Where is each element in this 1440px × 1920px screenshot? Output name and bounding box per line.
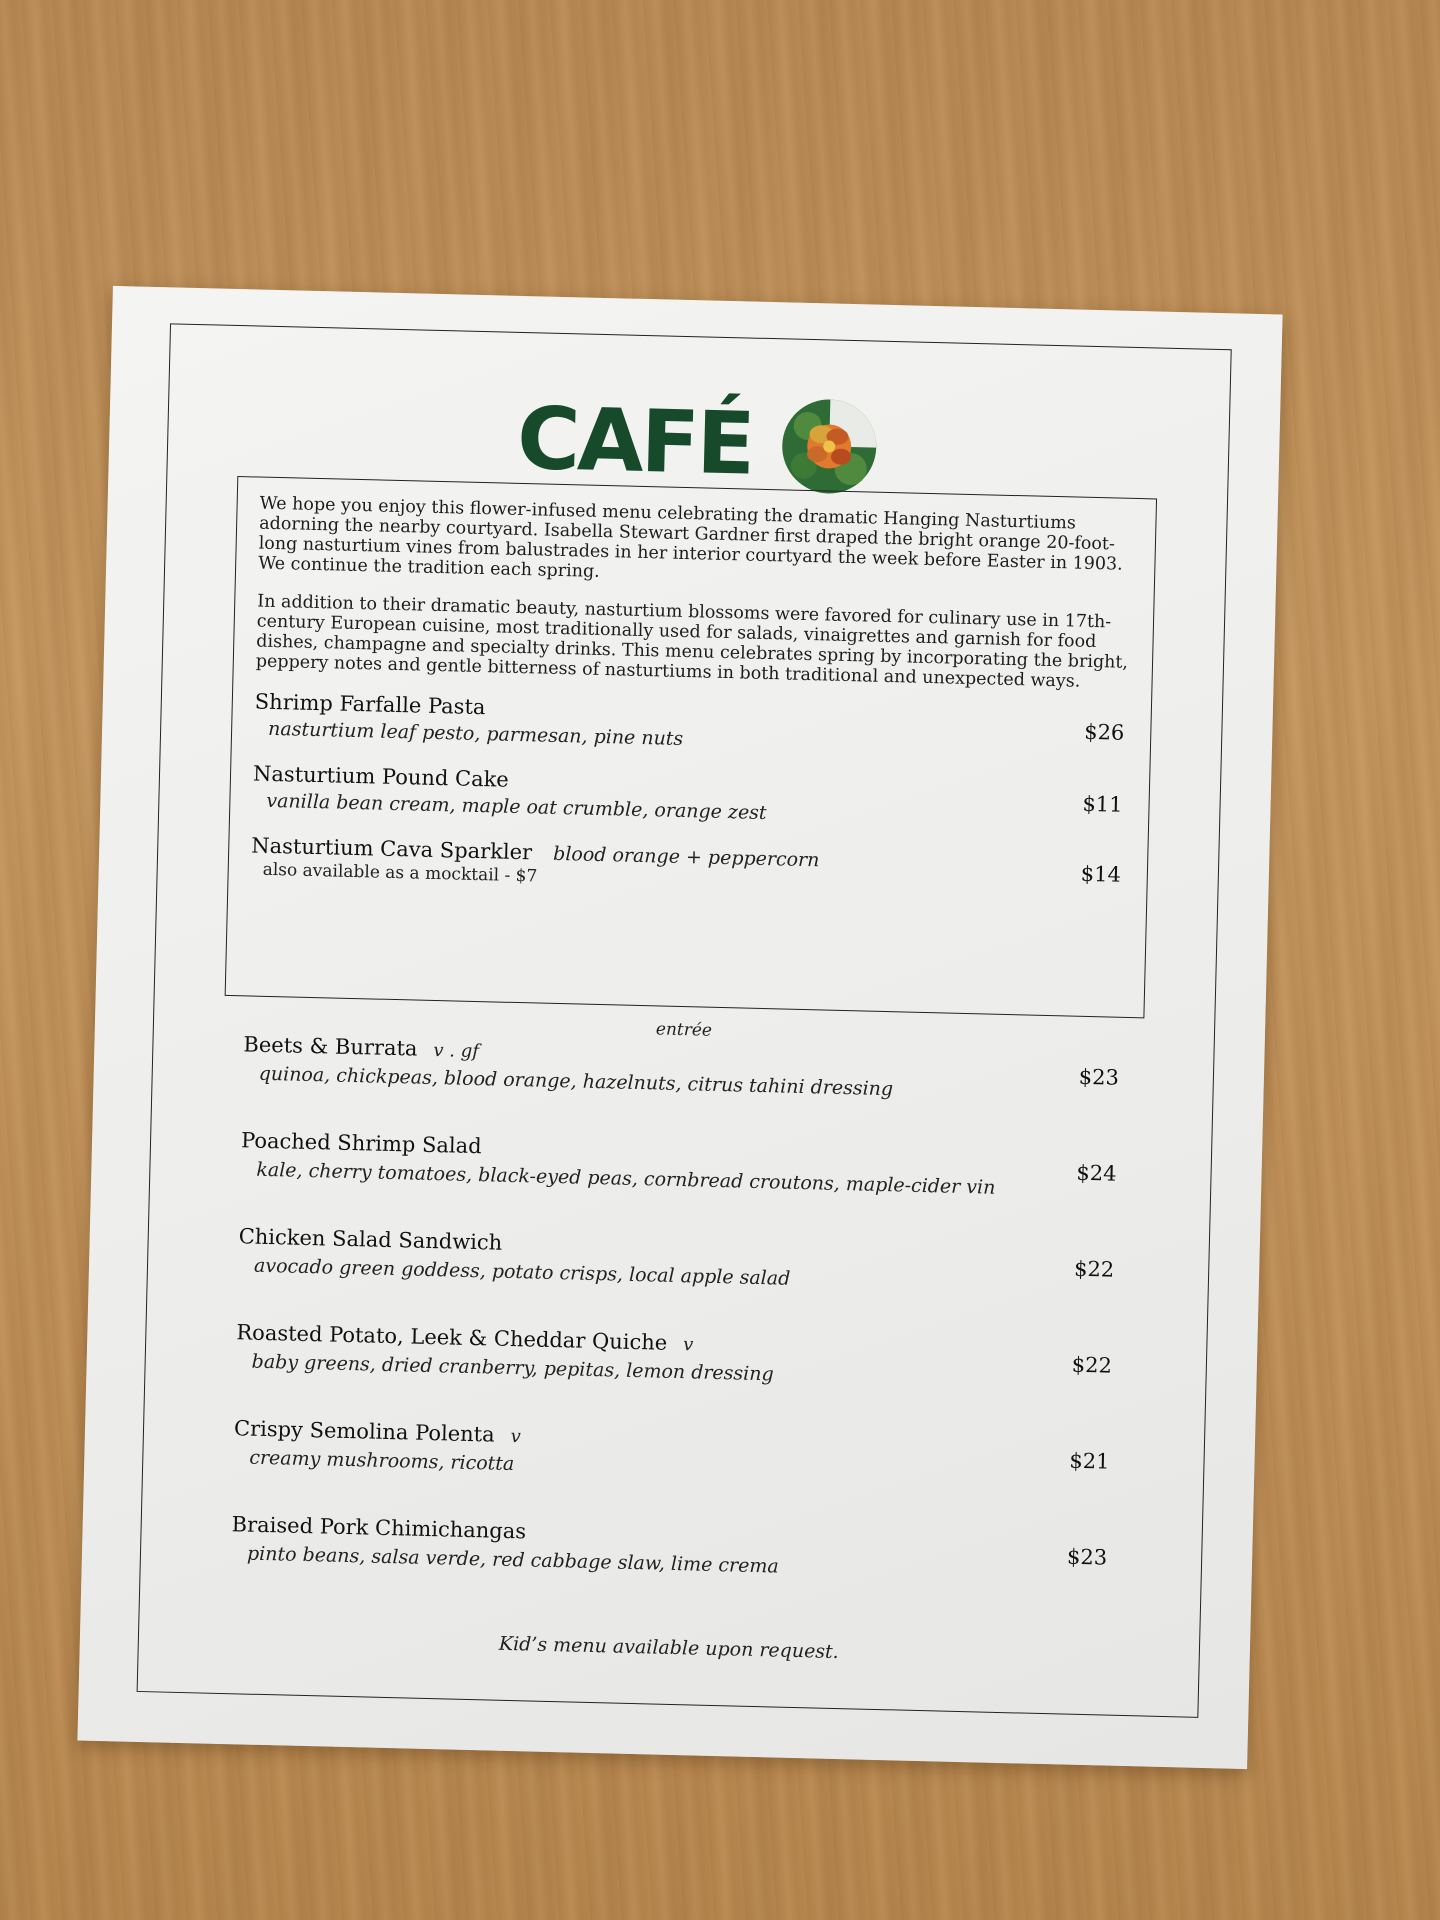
item-description: pinto beans, salsa verde, red cabbage slaw, lime crema [246,1542,779,1578]
item-name: Beets & Burrata [243,1032,418,1061]
item-price: $23 [1078,1064,1120,1090]
dietary-tags [497,1138,498,1159]
item-price: $21 [1069,1448,1110,1474]
entree-item [230,1512,1112,1629]
kids-menu-note: Kid’s menu available upon request. [498,1632,840,1664]
dietary-tags [542,1523,543,1544]
dietary-tags: v . gf [433,1039,480,1063]
cafe-title: CAFÉ [515,388,754,495]
item-name: Roasted Potato, Leek & Cheddar Quiche [236,1320,668,1355]
featured-section [225,476,1157,1018]
item-description: baby greens, dried cranberry, pepitas, lemon dressing [251,1350,774,1386]
entree-heading: entrée [655,1019,713,1041]
item-name: Crispy Semolina Polenta [233,1416,495,1447]
featured-item [254,690,1129,761]
entree-list [230,1032,1124,1629]
item-name: Shrimp Farfalle Pasta [254,689,486,720]
item-description: avocado green goddess, potato crisps, local apple salad [253,1254,791,1290]
mocktail-note: also available as a mocktail - $7 [262,859,538,887]
item-name: Poached Shrimp Salad [240,1128,482,1159]
item-price: $22 [1073,1256,1115,1282]
item-description: blood orange + peppercorn [552,842,820,872]
item-name: Nasturtium Cava Sparkler [251,833,533,865]
item-description: kale, cherry tomatoes, black-eyed peas, cornbread croutons, maple-cider vin [256,1158,996,1199]
item-price: $11 [1082,791,1123,817]
item-price: $14 [1080,861,1122,887]
item-description: vanilla bean cream, maple oat crumble, orange zest [266,789,767,825]
item-name: Nasturtium Pound Cake [252,761,510,792]
nasturtium-flower-logo-icon [778,395,880,497]
item-name: Chicken Salad Sandwich [238,1224,503,1255]
featured-item [250,833,1125,900]
menu-sheet [77,286,1282,1769]
intro-paragraph: In addition to their dramatic beauty, nasturtium blossoms were favored for culinary use in 17th-century European cuisine, most traditionally used for salads, vinaigrettes and garnish for food dishes, champagne and specialty drinks. This menu celebrates spring by incorporating the bright, peppery notes and gentle bitterness of nasturtiums in both traditional and unexpected ways. [255,591,1129,692]
item-description: creamy mushrooms, ricotta [249,1446,515,1476]
menu-border [137,323,1232,1718]
intro-paragraph: We hope you enjoy this flower-infused menu celebrating the dramatic Hanging Nasturtiums adorning the nearby courtyard. Isabella Stewart Gardner first draped the bright orange 20-foot-long nasturtium vines from balustrades in her interior courtyard the week before Easter in 1903. We continue the tradition each spring. [257,493,1123,582]
item-price: $26 [1083,719,1125,745]
item-name: Braised Pork Chimichangas [231,1512,527,1544]
item-price: $23 [1066,1544,1108,1570]
item-description: quinoa, chickpeas, blood orange, hazelnuts, citrus tahini dressing [258,1062,894,1101]
item-price: $24 [1076,1160,1117,1186]
dietary-tags [518,1234,519,1255]
item-price: $22 [1071,1352,1113,1378]
item-description: nasturtium leaf pesto, parmesan, pine nuts [267,717,684,750]
dietary-tags: v [510,1425,522,1448]
featured-item [252,761,1127,832]
dietary-tags: v [682,1334,694,1356]
